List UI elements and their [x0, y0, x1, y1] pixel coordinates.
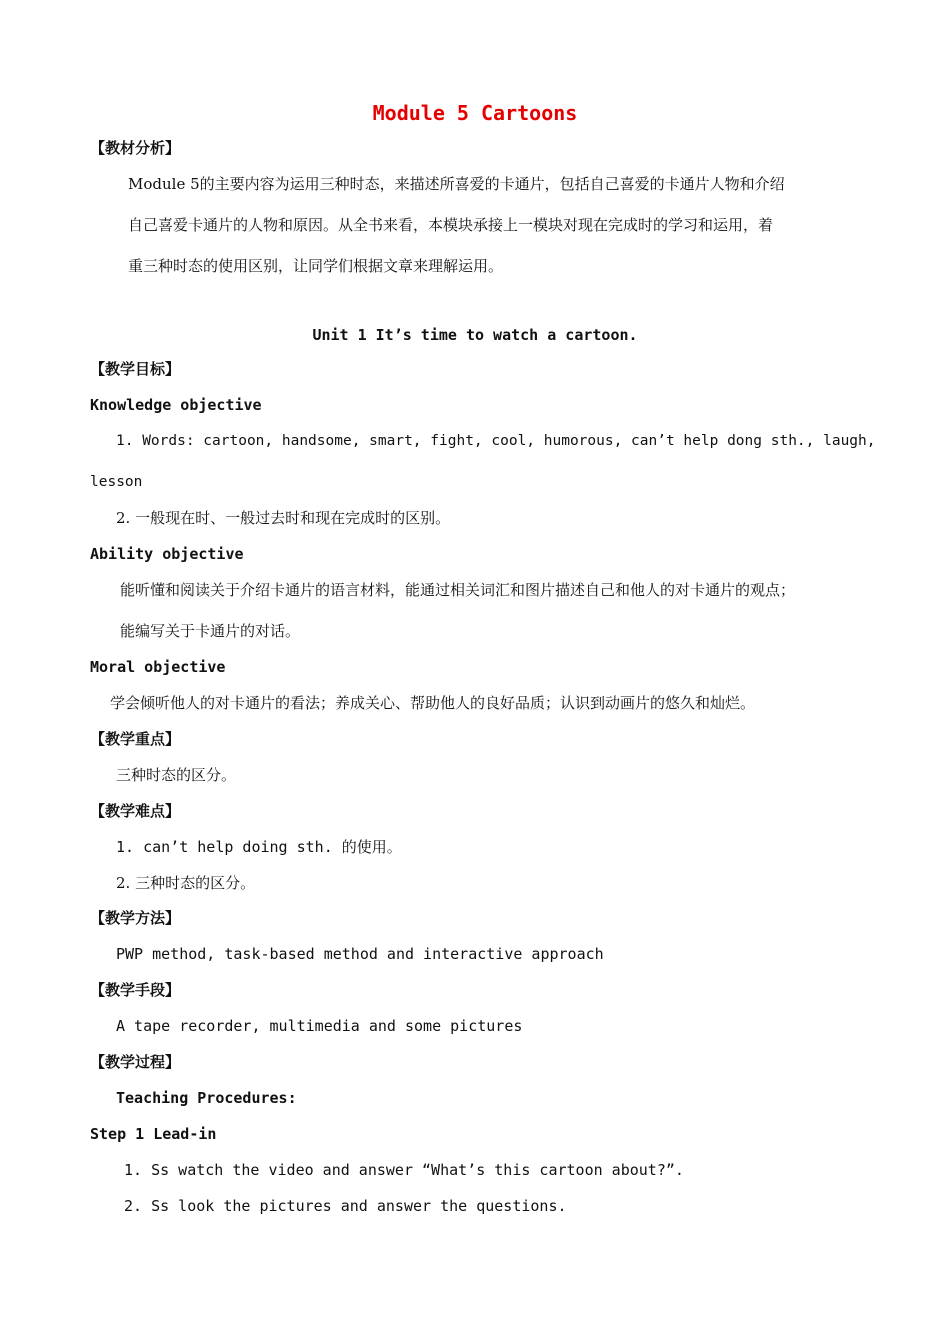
- ability-line-2: 能编写关于卡通片的对话。: [120, 622, 301, 640]
- knowledge-item-1-line-1: 1. Words: cartoon, handsome, smart, fight, cool, humorous, can’t help dong sth., laugh,: [116, 433, 876, 449]
- moral-objective-label: Moral objective: [90, 658, 226, 676]
- knowledge-item-1-line-2: lesson: [90, 474, 143, 490]
- teaching-procedures-label: Teaching Procedures:: [116, 1089, 297, 1107]
- unit-title: Unit 1 It’s time to watch a cartoon.: [312, 326, 638, 344]
- ability-line-1: 能听懂和阅读关于介绍卡通片的语言材料，能通过相关词汇和图片描述自己和他人的对卡通片的观点；: [120, 581, 796, 599]
- knowledge-objective-label: Knowledge objective: [90, 396, 262, 414]
- methods-heading: 【教学方法】: [90, 909, 181, 927]
- methods-text: PWP method, task-based method and interactive approach: [116, 945, 604, 963]
- difficulty-item-2: 2. 三种时态的区分。: [116, 874, 256, 892]
- process-heading: 【教学过程】: [90, 1053, 181, 1071]
- means-text: A tape recorder, multimedia and some pictures: [116, 1017, 523, 1035]
- moral-text: 学会倾听他人的对卡通片的看法；养成关心、帮助他人的良好品质；认识到动画片的悠久和灿烂。: [110, 694, 756, 712]
- analysis-heading: 【教材分析】: [90, 139, 181, 157]
- analysis-line-3: 重三种时态的使用区别，让同学们根据文章来理解运用。: [128, 257, 504, 275]
- knowledge-item-2: 2. 一般现在时、一般过去时和现在完成时的区别。: [116, 509, 451, 527]
- step-1-item-2: 2. Ss look the pictures and answer the questions.: [124, 1197, 567, 1215]
- key-points-heading: 【教学重点】: [90, 730, 181, 748]
- difficulties-heading: 【教学难点】: [90, 802, 181, 820]
- difficulty-item-1: 1. can’t help doing sth. 的使用。: [116, 838, 402, 856]
- analysis-line-1: Module 5的主要内容为运用三种时态，来描述所喜爱的卡通片，包括自己喜爱的卡通片人物和介绍: [128, 175, 785, 193]
- objectives-heading: 【教学目标】: [90, 360, 181, 378]
- ability-objective-label: Ability objective: [90, 545, 244, 563]
- document-title: Module 5 Cartoons: [372, 101, 578, 125]
- step-1-label: Step 1 Lead-in: [90, 1125, 217, 1143]
- step-1-item-1: 1. Ss watch the video and answer “What’s this cartoon about?”.: [124, 1161, 684, 1179]
- key-points-text: 三种时态的区分。: [116, 766, 237, 784]
- means-heading: 【教学手段】: [90, 981, 181, 999]
- analysis-line-2: 自己喜爱卡通片的人物和原因。从全书来看，本模块承接上一模块对现在完成时的学习和运用，着: [128, 216, 774, 234]
